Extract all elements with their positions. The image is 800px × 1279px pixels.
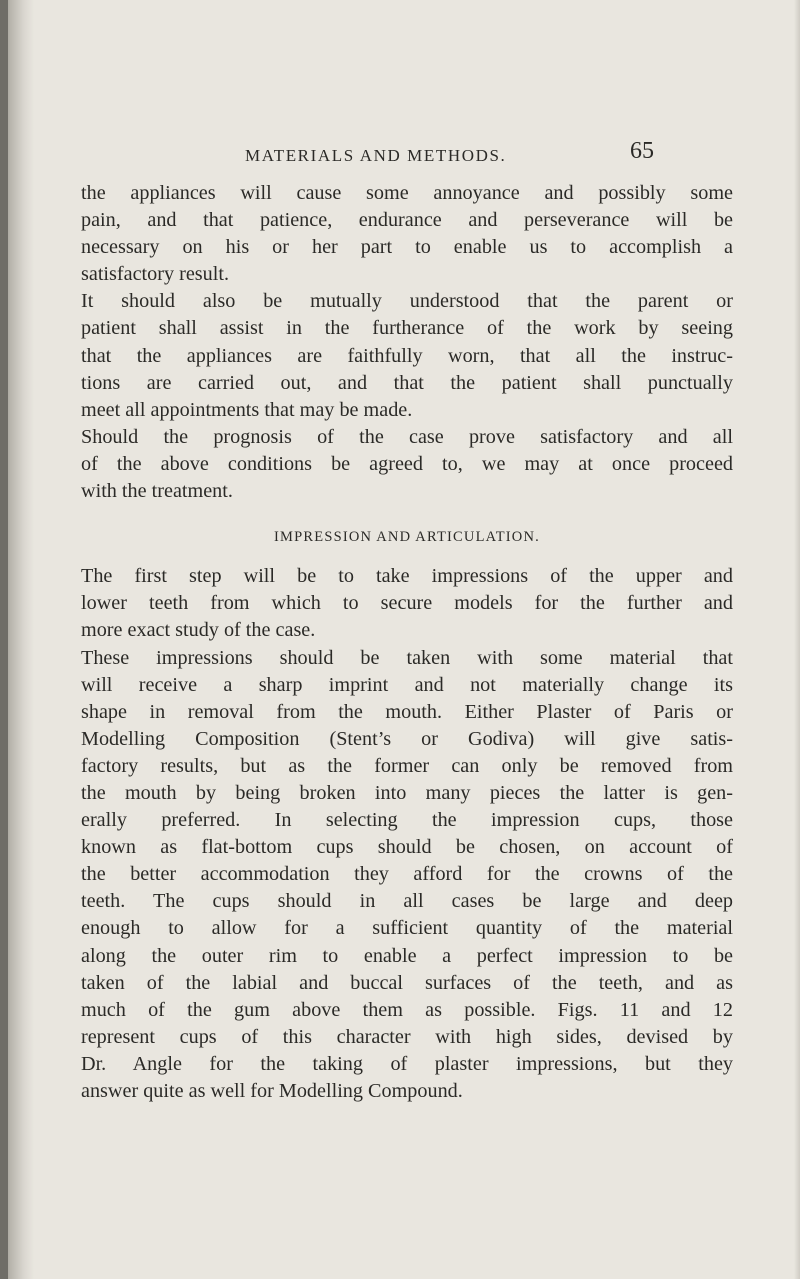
- paragraph-5: [81, 645, 733, 1106]
- text-line: patient shall assist in the furtherance of the work by seeing: [81, 317, 733, 340]
- text-line: tions are carried out, and that the patient shall punctually: [81, 371, 733, 394]
- text-line: known as flat-bottom cups should be chosen, on account of: [81, 836, 733, 859]
- binding-edge: [0, 0, 8, 1279]
- text-line: erally preferred. In selecting the impression cups, those: [81, 809, 733, 832]
- text-line: the appliances will cause some annoyance and possibly some: [81, 182, 733, 204]
- text-line: shape in removal from the mouth. Either Plaster of Paris or: [81, 700, 733, 723]
- text-line: lower teeth from which to secure models for the further and: [81, 592, 733, 615]
- text-line: satisfactory result.: [81, 263, 229, 286]
- text-line: the mouth by being broken into many pieces the latter is gen-: [81, 781, 733, 804]
- text-line: necessary on his or her part to enable us to accomplish a: [81, 236, 733, 259]
- page-header: [0, 136, 800, 176]
- text-line: The first step will be to take impressions of the upper and: [81, 565, 733, 588]
- text-line: factory results, but as the former can only be removed from: [81, 754, 733, 777]
- text-line: along the outer rim to enable a perfect impression to be: [81, 944, 733, 967]
- page-number: 65: [630, 138, 654, 164]
- text-line: with the treatment.: [81, 480, 233, 503]
- paragraph-4: [81, 563, 733, 644]
- text-line: Should the prognosis of the case prove satisfactory and all: [81, 425, 733, 448]
- text-line: Dr. Angle for the taking of plaster impressions, but they: [81, 1052, 733, 1075]
- section-heading: IMPRESSION AND ARTICULATION.: [274, 529, 540, 546]
- text-line: more exact study of the case.: [81, 619, 316, 642]
- page-body: [81, 180, 733, 1105]
- text-line: that the appliances are faithfully worn, that all the instruc-: [81, 344, 733, 367]
- text-line: These impressions should be taken with some material that: [81, 646, 733, 669]
- paragraph-3: [81, 424, 733, 505]
- text-line: teeth. The cups should in all cases be large and deep: [81, 890, 733, 913]
- paragraph-1: [81, 180, 733, 288]
- text-line: answer quite as well for Modelling Compound.: [81, 1080, 463, 1102]
- text-line: It should also be mutually understood that the parent or: [81, 290, 733, 313]
- text-line: taken of the labial and buccal surfaces of the teeth, and as: [81, 971, 733, 994]
- text-line: Modelling Composition (Stent’s or Godiva) will give satis-: [81, 727, 733, 750]
- paragraph-2: [81, 288, 733, 423]
- running-head: MATERIALS AND METHODS.: [245, 146, 507, 165]
- text-line: much of the gum above them as possible. Figs. 11 and 12: [81, 998, 733, 1021]
- text-line: the better accommodation they afford for the crowns of the: [81, 863, 733, 886]
- text-line: enough to allow for a sufficient quantity of the material: [81, 917, 733, 940]
- text-line: will receive a sharp imprint and not materially change its: [81, 673, 733, 696]
- page-right-edge: [794, 0, 800, 1279]
- text-line: of the above conditions be agreed to, we may at once proceed: [81, 452, 733, 475]
- text-line: represent cups of this character with high sides, devised by: [81, 1025, 733, 1048]
- text-line: meet all appointments that may be made.: [81, 398, 413, 421]
- text-line: pain, and that patience, endurance and perseverance will be: [81, 209, 733, 232]
